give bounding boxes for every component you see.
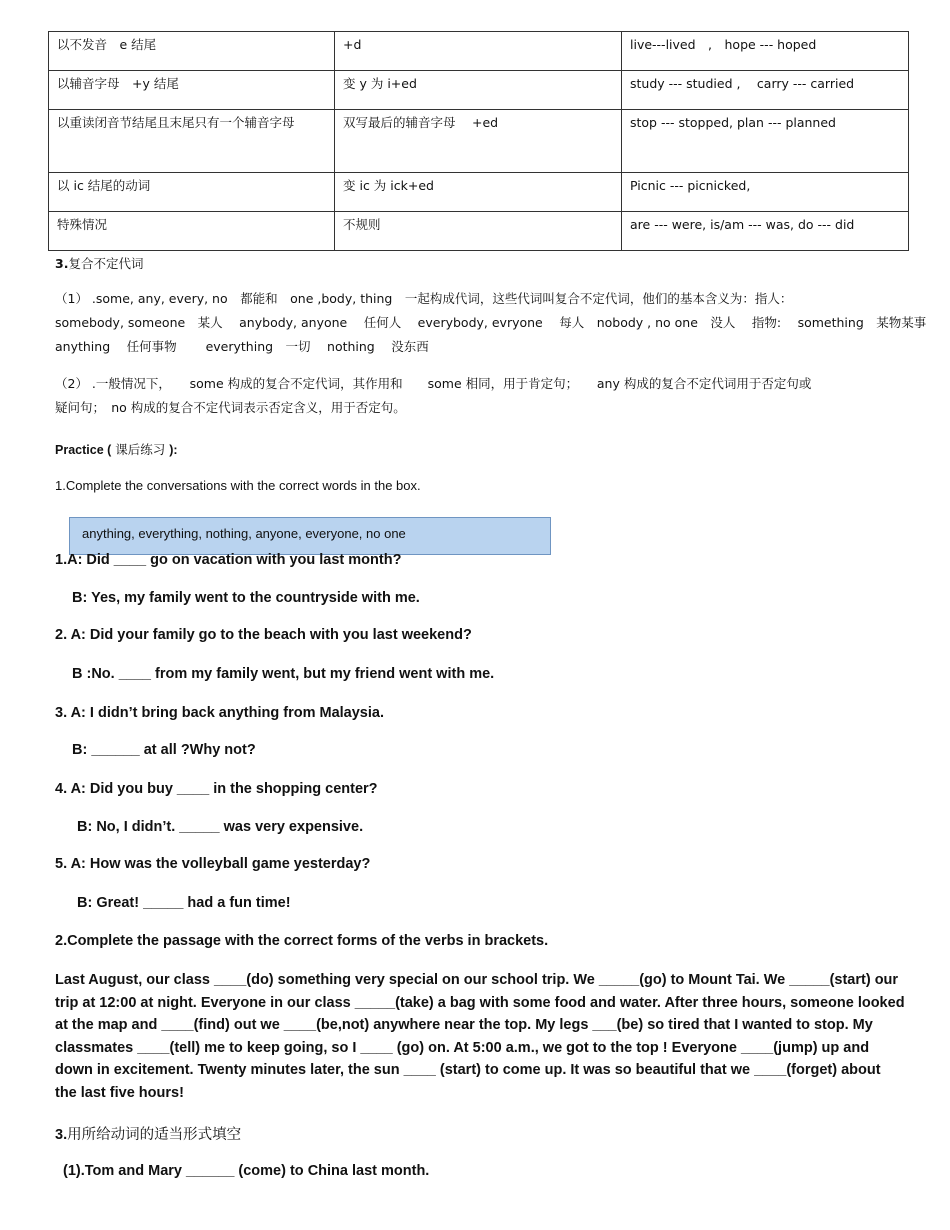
table-row [49,32,909,71]
table-cell: 以 ic 结尾的动词 [49,173,335,212]
dialogue-line: 2. A: Did your family go to the beach with you last weekend? [55,627,472,643]
section-3-heading [55,254,143,272]
table-cell: 特殊情况 [49,212,335,251]
table-cell: study --- studied , carry --- carried [622,71,909,110]
table-cell: 双写最后的辅音字母 +ed [335,110,622,173]
table-row [49,71,909,110]
paragraph-1 [55,287,926,359]
paragraph-2 [55,372,811,420]
section-title: 复合不定代词 [68,256,144,271]
dialogue-line: B: No, I didn’t. _____ was very expensive. [77,819,364,835]
table-row [49,173,909,212]
table-cell: live---lived , hope --- hoped [622,32,909,71]
practice-label: Practice ( [55,443,112,457]
dialogue-line: B :No. ____ from my family went, but my friend went with me. [72,666,495,682]
word-box: anything, everything, nothing, anyone, everyone, no one [69,517,551,555]
table-cell: 不规则 [335,212,622,251]
table-cell: 变 ic 为 ick+ed [335,173,622,212]
passage-text: Last August, our class ____(do) something very special on our school trip. We _____(go) to Mount Tai. We _____(start) our trip at 12:00 at night. Everyone in our class _____(take) a bag with some food and water. After three hours, someone looked at the map and ____(find) out we ____(be,not) anywhere near the top. My legs ___(be) so tired that I wanted to stop. My classmates ____(tell) me to keep going, so I ____ (go) on. At 5:00 a.m., we got to the top ! Everyone ____(jump) up and down in excitement. Twenty minutes later, the sun ____ (start) to come up. It was so beautiful that we ____(forget) about the last five hours! [55,972,905,1101]
table-row [49,110,909,173]
exercise-2-instruction: 2.Complete the passage with the correct forms of the verbs in brackets. [55,933,549,949]
table-cell: Picnic --- picnicked, [622,173,909,212]
table-cell: 变 y 为 i+ed [335,71,622,110]
verb-rules-table [48,31,909,251]
practice-heading [55,440,178,458]
text-line: （2） .一般情况下， some 构成的复合不定代词，其作用和 some 相同，用于肯定句； any 构成的复合不定代词用于否定句或 [55,376,812,391]
dialogue-line: 1.A: Did ____ go on vacation with you last month? [55,552,402,568]
exercise-3-number: 3. [55,1127,68,1143]
dialogue-line: 5. A: How was the volleyball game yesterday? [55,856,371,872]
text-line: somebody, someone 某人 anybody, anyone 任何人 everybody, evryone 每人 nobody , no one 没人 指物: something 某物某事 [55,315,927,330]
text-line: 疑问句； no 构成的复合不定代词表示否定含义，用于否定句。 [55,400,406,415]
table-cell: 以重读闭音节结尾且末尾只有一个辅音字母 [49,110,335,173]
table-cell: stop --- stopped, plan --- planned [622,110,909,173]
text-line: anything 任何事物 everything 一切 nothing 没东西 [55,339,429,354]
text-line: （1） .some, any, every, no 都能和 one ,body, thing 一起构成代词，这些代词叫复合不定代词，他们的基本含义为：指人： [55,291,793,306]
table-cell: +d [335,32,622,71]
practice-label-end: ): [169,443,178,457]
section-number: 3. [55,256,69,271]
practice-label-cn: 课后练习 [115,442,166,457]
dialogue-line: 3. A: I didn’t bring back anything from Malaysia. [55,705,384,721]
exercise-3-question-1: (1).Tom and Mary ______ (come) to China last month. [63,1163,430,1179]
table-cell: 以辅音字母 +y 结尾 [49,71,335,110]
exercise-1-instruction: 1.Complete the conversations with the correct words in the box. [55,478,421,493]
exercise-3-title: 用所给动词的适当形式填空 [67,1127,242,1143]
table-cell: 以不发音 e 结尾 [49,32,335,71]
table-row [49,212,909,251]
dialogue-line: B: Yes, my family went to the countryside with me. [72,590,420,606]
dialogue-line: B: ______ at all ?Why not? [72,742,256,758]
dialogue-line: 4. A: Did you buy ____ in the shopping center? [55,781,378,797]
dialogue-line: B: Great! _____ had a fun time! [77,895,291,911]
exercise-3-heading [55,1123,241,1144]
table-cell: are --- were, is/am --- was, do --- did [622,212,909,251]
